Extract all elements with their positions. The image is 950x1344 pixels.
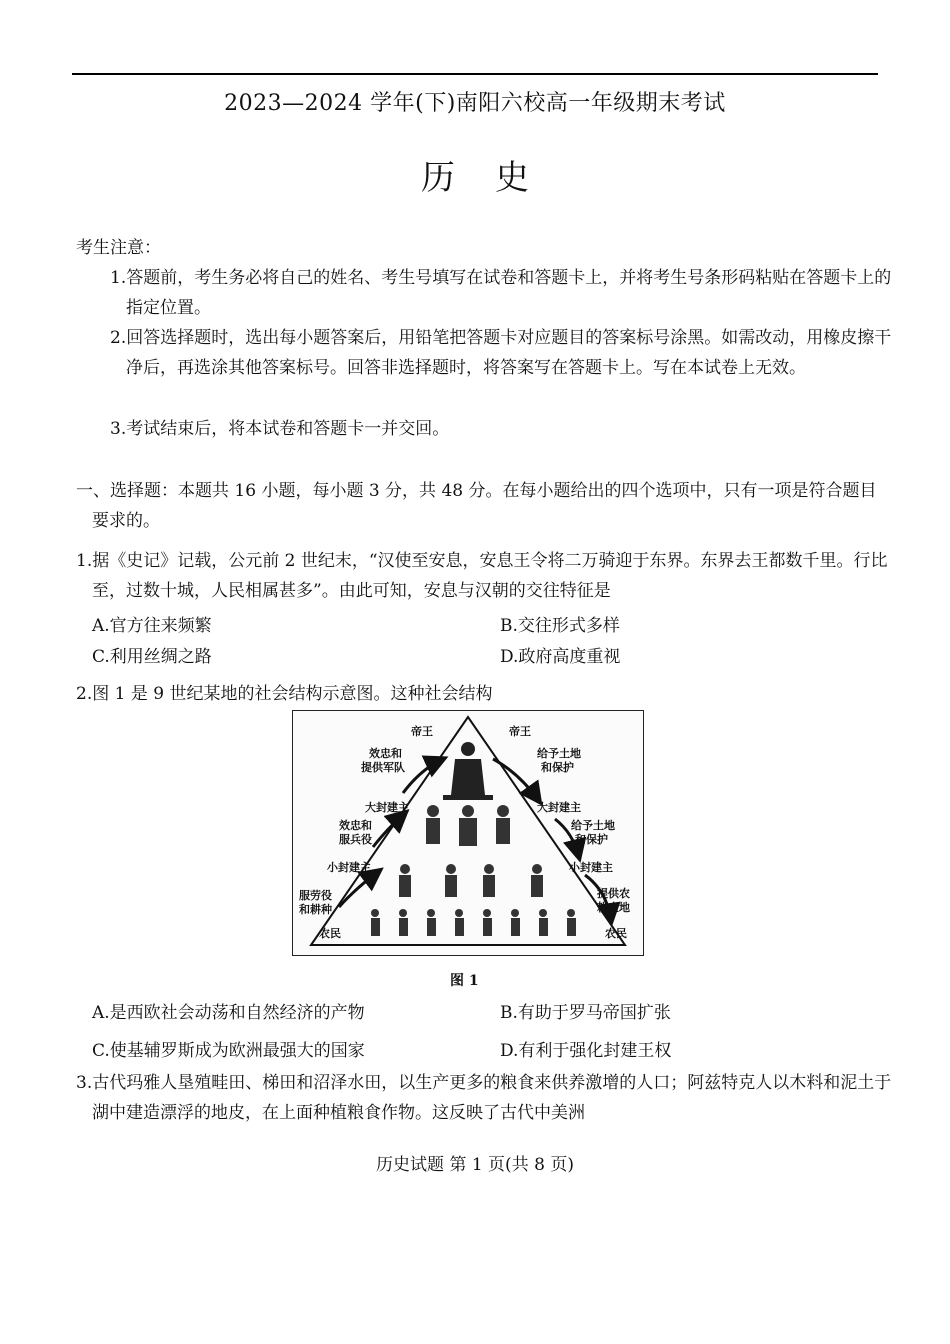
label-lord-right: 大封建主 — [537, 801, 581, 814]
arrow-right-top — [493, 759, 539, 801]
label-king-left: 帝王 — [411, 725, 433, 738]
label-lord-left: 大封建主 — [365, 801, 409, 814]
notice-item: 1.答题前，考生务必将自己的姓名、考生号填写在试卷和答题卡上，并将考生号条形码粘贴在答题卡上的指定位置。 — [110, 268, 892, 318]
peasant-figures — [371, 909, 576, 936]
q2-option-a: A.是西欧社会动荡和自然经济的产物 — [92, 1003, 365, 1023]
arrow-label-l2b: 服兵役 — [339, 833, 372, 846]
arrow-left-mid — [373, 813, 405, 847]
q2-option-b: B.有助于罗马帝国扩张 — [500, 1003, 671, 1023]
arrow-label-r1a: 给予土地 — [537, 747, 581, 760]
question-1-stem: 1.据《史记》记载，公元前 2 世纪末，“汉使至安息，安息王令将二万骑迎于东界。东界去王都数千里。行比至，过数十城，人民相属甚多”。由此可知，安息与汉朝的交往特征是 — [76, 551, 888, 601]
arrow-label-r3b: 耕土地 — [597, 901, 630, 914]
page-footer: 历史试题 第 1 页(共 8 页) — [376, 1155, 574, 1175]
arrow-label-l3b: 和耕种 — [299, 903, 332, 916]
question-3-stem: 3.古代玛雅人垦殖畦田、梯田和沼泽水田，以生产更多的粮食来供养激增的人口；阿兹特克人以木料和泥土于湖中建造漂浮的地皮，在上面种植粮食作物。这反映了古代中美洲 — [76, 1073, 892, 1123]
q2-option-c: C.使基辅罗斯成为欧洲最强大的国家 — [92, 1041, 365, 1061]
knight-figures — [399, 864, 543, 897]
question-2-stem: 2.图 1 是 9 世纪某地的社会结构示意图。这种社会结构 — [76, 684, 493, 704]
label-knight-right: 小封建主 — [569, 861, 613, 874]
arrow-label-r2a: 给予土地 — [571, 819, 615, 832]
arrow-left-top — [403, 759, 443, 793]
section-heading: 一、选择题：本题共 16 小题，每小题 3 分，共 48 分。在每小题给出的四个选项中，只有一项是符合题目要求的。 — [76, 481, 877, 531]
label-peasant-right: 农民 — [605, 927, 627, 940]
arrow-label-l1b: 提供军队 — [361, 761, 405, 774]
figure-caption: 图 1 — [450, 973, 479, 989]
q2-option-d: D.有利于强化封建王权 — [500, 1041, 672, 1061]
q1-option-a: A.官方往来频繁 — [92, 616, 212, 636]
arrow-label-l1a: 效忠和 — [369, 747, 402, 760]
label-king-right: 帝王 — [509, 725, 531, 738]
arrow-label-l3a: 服劳役 — [299, 889, 332, 902]
label-knight-left: 小封建主 — [327, 861, 371, 874]
notice-item: 2.回答选择题时，选出每小题答案后，用铅笔把答题卡对应题目的答案标号涂黑。如需改动，用橡皮擦干净后，再选涂其他答案标号。回答非选择题时，将答案写在答题卡上。写在本试卷上无效。 — [110, 328, 892, 378]
arrow-label-r3a: 提供农 — [597, 887, 630, 900]
arrow-label-l2a: 效忠和 — [339, 819, 372, 832]
notice-heading: 考生注意： — [76, 238, 161, 258]
label-peasant-left: 农民 — [319, 927, 341, 940]
arrow-label-r1b: 和保护 — [541, 761, 574, 774]
lord-figures — [426, 805, 510, 846]
subject-title: 历史 — [421, 158, 569, 198]
top-rule — [72, 73, 878, 75]
arrow-label-r2b: 和保护 — [575, 833, 608, 846]
exam-title: 2023—2024 学年(下)南阳六校高一年级期末考试 — [224, 91, 726, 116]
king-figure — [443, 742, 493, 800]
feudal-structure-figure — [292, 710, 644, 956]
q1-option-b: B.交往形式多样 — [500, 616, 620, 636]
q1-option-c: C.利用丝绸之路 — [92, 647, 212, 667]
q1-option-d: D.政府高度重视 — [500, 647, 621, 667]
notice-item: 3.考试结束后，将本试卷和答题卡一并交回。 — [110, 419, 450, 439]
